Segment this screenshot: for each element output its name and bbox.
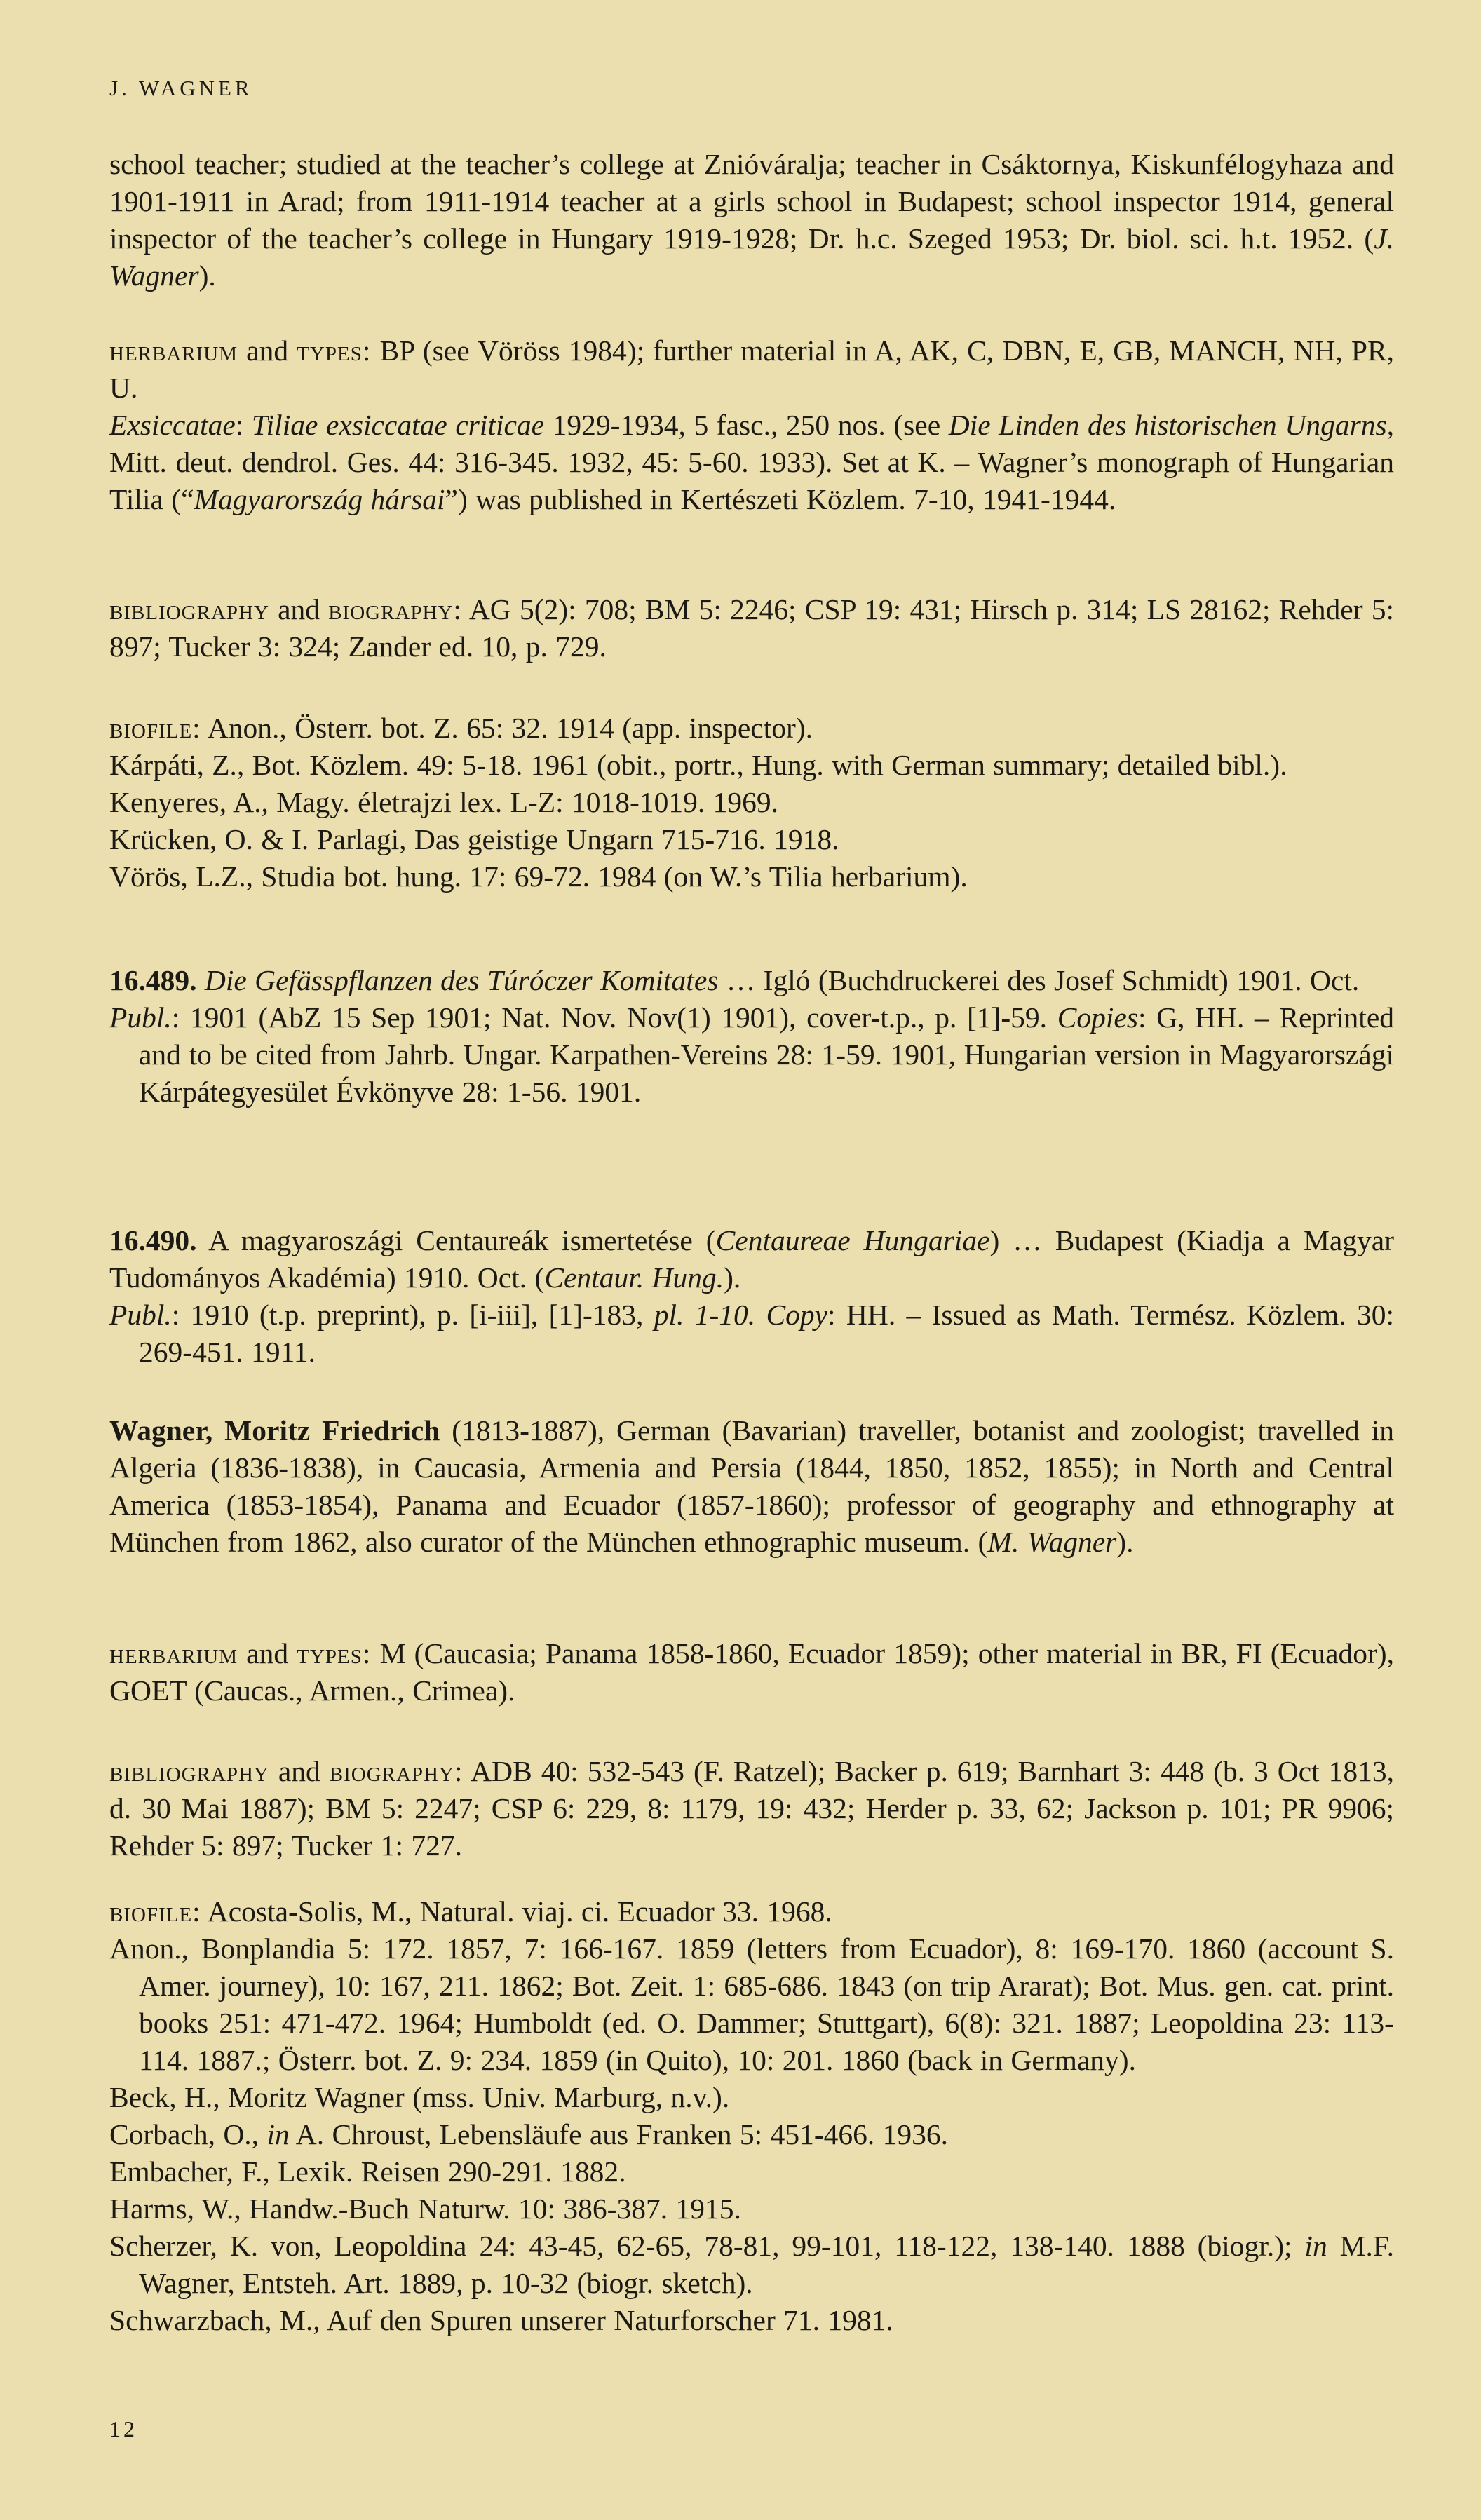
section-label: types: bbox=[297, 1637, 372, 1669]
label-joiner: and bbox=[238, 334, 297, 367]
bio-text: (1813-1887), German (Bavarian) traveller, botanist and zoologist; travelled in Algeria (1836-1838), in Caucasia, Armenia and Persia (1844, 1850, 1852, 1855); in North and Central America (1853-1854), Panama and Ecuador (1857-1860); professor of geography and ethnography at München from 1862, also curator of the München ethnographic museum. ( bbox=[109, 1414, 1394, 1558]
biofile-entry bbox=[109, 2228, 1394, 2302]
work-title: Die Gefässpflanzen des Túróczer Komitates bbox=[204, 964, 719, 996]
work-title: A magyaroszági Centaureák ismertetése ( bbox=[196, 1224, 716, 1256]
biofile-entry-text: A. Chroust, Lebensläufe aus Franken 5: 451-466. 1936. bbox=[289, 2118, 949, 2150]
biofile-entry-text: Anon., Österr. bot. Z. 65: 32. 1914 (app. inspector). bbox=[201, 712, 813, 744]
biofile-entry bbox=[109, 2116, 1394, 2153]
biofile-entry: Schwarzbach, M., Auf den Spuren unserer Naturforscher 71. 1981. bbox=[109, 2304, 893, 2336]
mfwagner-biofile bbox=[109, 1893, 1394, 2339]
jwagner-herbarium bbox=[109, 332, 1394, 518]
section-label: bibliography bbox=[109, 1755, 269, 1787]
biofile-entry-text: Corbach, O., bbox=[109, 2118, 267, 2150]
jwagner-bio bbox=[109, 146, 1394, 294]
section-label: types: bbox=[297, 334, 372, 367]
herbarium-text: M (Caucasia; Panama 1858-1860, Ecuador 1859); other material in BR, FI (Ecuador), GOET (Caucas., Armen., Crimea). bbox=[109, 1637, 1394, 1707]
exsiccatae-text: 1929-1934, 5 fasc., 250 nos. (see bbox=[544, 409, 949, 441]
author-abbrev: J. Wagner bbox=[109, 222, 1394, 292]
copies-text: : G, HH. – Reprinted and to be cited from Jahrb. Ungar. Karpathen-Vereins 28: 1-59. 1901, Hungarian version in Magyarországi Kárpátegyesület Évkönyve 28: 1-56. 1901. bbox=[139, 1001, 1395, 1108]
biofile-entry: Anon., Bonplandia 5: 172. 1857, 7: 166-167. 1859 (letters from Ecuador), 8: 169-170. 1860 (account S. Amer. journey), 10: 167, 211. 1862; Bot. Zeit. 1: 685-686. 1843 (on trip Ararat); Bot. Mus. gen. cat. print. books 251: 471-472. 1964; Humboldt (ed. O. Dammer; Stuttgart), 6(8): 321. 1887; Leopoldina 23: 113-114. 1887.; Österr. bot. Z. 9: 234. 1859 (in Quito), 10: 201. 1860 (back in Germany). bbox=[109, 1932, 1394, 2076]
work-title-latin: Centaureae Hungariae bbox=[715, 1224, 990, 1256]
section-label: biofile: bbox=[109, 1895, 201, 1928]
punct: ). bbox=[198, 259, 216, 292]
in-word: in bbox=[266, 2118, 290, 2150]
punct: ). bbox=[724, 1261, 741, 1294]
jwagner-bibliography bbox=[109, 591, 1394, 665]
copies-label: Copies bbox=[1057, 1001, 1138, 1034]
biofile-entry: Vörös, L.Z., Studia bot. hung. 17: 69-72. 1984 (on W.’s Tilia herbarium). bbox=[109, 860, 968, 893]
biofile-entry: Kárpáti, Z., Bot. Közlem. 49: 5-18. 1961 (obit., portr., Hung. with German summary; detailed bibl.). bbox=[109, 749, 1287, 781]
biofile-entry-text: M.F. Wagner, Entsteh. Art. 1889, p. 10-32 (biogr. sketch). bbox=[139, 2230, 1394, 2299]
biofile-entry-text: Scherzer, K. von, Leopoldina 24: 43-45, 62-65, 78-81, 99-101, 118-122, 138-140. 1888 (biogr.); bbox=[109, 2230, 1305, 2262]
mfwagner-bio bbox=[109, 1412, 1394, 1561]
punct: ). bbox=[1116, 1526, 1134, 1558]
monograph-title: Magyarország hársai bbox=[194, 483, 445, 515]
bibliography-text: AG 5(2): 708; BM 5: 2246; CSP 19: 431; Hirsch p. 314; LS 28162; Rehder 5: 897; Tucker 3: 324; Zander ed. 10, p. 729. bbox=[109, 593, 1394, 663]
work-16489 bbox=[109, 962, 1394, 1111]
author-name: Wagner, Moritz Friedrich bbox=[109, 1414, 440, 1447]
section-label: biofile: bbox=[109, 712, 201, 744]
publ-label: Publ. bbox=[109, 1001, 172, 1034]
bio-text: school teacher; studied at the teacher’s college at Znióváralja; teacher in Csáktornya, Kiskunfélogyhaza and 1901-1911 in Arad; from 1911-1914 teacher at a girls school in Budapest; school inspector 1914, general inspector of the teacher’s college in Hungary 1919-1928; Dr. h.c. Szeged 1953; Dr. biol. sci. h.t. 1952. ( bbox=[109, 148, 1394, 255]
bibliography-text: ADB 40: 532-543 (F. Ratzel); Backer p. 619; Barnhart 3: 448 (b. 3 Oct 1813, d. 30 Mai 1887); BM 5: 2247; CSP 6: 229, 8: 1179, 19: 432; Herder p. 33, 62; Jackson p. 101; PR 9906; Rehder 5: 897; Tucker 1: 727. bbox=[109, 1755, 1394, 1862]
running-head: J. WAGNER bbox=[109, 76, 253, 100]
label-joiner: and bbox=[269, 1755, 330, 1787]
biofile-entry bbox=[109, 1893, 1394, 1930]
work-16490 bbox=[109, 1222, 1394, 1371]
jwagner-biofile bbox=[109, 710, 1394, 895]
punct: : bbox=[235, 409, 252, 441]
biofile-entry bbox=[109, 710, 1394, 747]
biofile-entry: Beck, H., Moritz Wagner (mss. Univ. Marburg, n.v.). bbox=[109, 2081, 730, 2113]
copy-text: : HH. – Issued as Math. Termész. Közlem. 30: 269-451. 1911. bbox=[139, 1299, 1394, 1368]
section-label: herbarium bbox=[109, 334, 238, 367]
exsiccatae-text: , Mitt. deut. dendrol. Ges. 44: 316-345. 1932, 45: 5-60. 1933). Set at K. – Wagner’s monograph of Hungarian Tilia (“ bbox=[109, 409, 1395, 515]
biofile-entry-text: Acosta-Solis, M., Natural. viaj. ci. Ecuador 33. 1968. bbox=[201, 1895, 832, 1928]
section-label: herbarium bbox=[109, 1637, 238, 1669]
label-joiner: and bbox=[269, 593, 329, 625]
work-number: 16.489. bbox=[109, 964, 197, 996]
plates: pl. 1-10. bbox=[654, 1299, 756, 1331]
reference-title: Die Linden des historischen Ungarns bbox=[948, 409, 1387, 441]
copy-label: Copy bbox=[755, 1299, 828, 1331]
exsiccatae-title: Tiliae exsiccatae criticae bbox=[251, 409, 545, 441]
biofile-entry: Krücken, O. & I. Parlagi, Das geistige Ungarn 715-716. 1918. bbox=[109, 823, 839, 855]
exsiccatae-label: Exsiccatae bbox=[109, 409, 236, 441]
publ-label: Publ. bbox=[109, 1299, 172, 1331]
in-word: in bbox=[1304, 2230, 1327, 2262]
exsiccatae-text: ”) was published in Kertészeti Közlem. 7-10, 1941-1944. bbox=[445, 483, 1116, 515]
label-joiner: and bbox=[238, 1637, 297, 1669]
mfwagner-bibliography bbox=[109, 1753, 1394, 1864]
publ-text: : 1910 (t.p. preprint), p. [i-iii], [1]-183, bbox=[171, 1299, 654, 1331]
author-abbrev: M. Wagner bbox=[987, 1526, 1117, 1558]
section-label: bibliography bbox=[109, 593, 269, 625]
work-imprint: ) … Budapest (Kiadja a Magyar Tudományos Akadémia) 1910. Oct. ( bbox=[109, 1224, 1395, 1294]
page-number: 12 bbox=[109, 2416, 137, 2441]
work-number: 16.490. bbox=[109, 1224, 197, 1256]
section-label: biography: bbox=[328, 593, 462, 625]
biofile-entry: Embacher, F., Lexik. Reisen 290-291. 1882. bbox=[109, 2155, 626, 2188]
work-abbrev: Centaur. Hung. bbox=[544, 1261, 724, 1294]
biofile-entry: Harms, W., Handw.-Buch Naturw. 10: 386-387. 1915. bbox=[109, 2193, 741, 2225]
biofile-entry: Kenyeres, A., Magy. életrajzi lex. L-Z: 1018-1019. 1969. bbox=[109, 786, 778, 818]
publ-text: : 1901 (AbZ 15 Sep 1901; Nat. Nov. Nov(1) 1901), cover-t.p., p. [1]-59. bbox=[171, 1001, 1057, 1034]
mfwagner-herbarium bbox=[109, 1635, 1394, 1709]
herbarium-text: BP (see Vöröss 1984); further material in A, AK, C, DBN, E, GB, MANCH, NH, PR, U. bbox=[109, 334, 1394, 404]
work-imprint: … Igló (Buchdruckerei des Josef Schmidt) 1901. Oct. bbox=[718, 964, 1360, 996]
section-label: biography: bbox=[329, 1755, 464, 1787]
